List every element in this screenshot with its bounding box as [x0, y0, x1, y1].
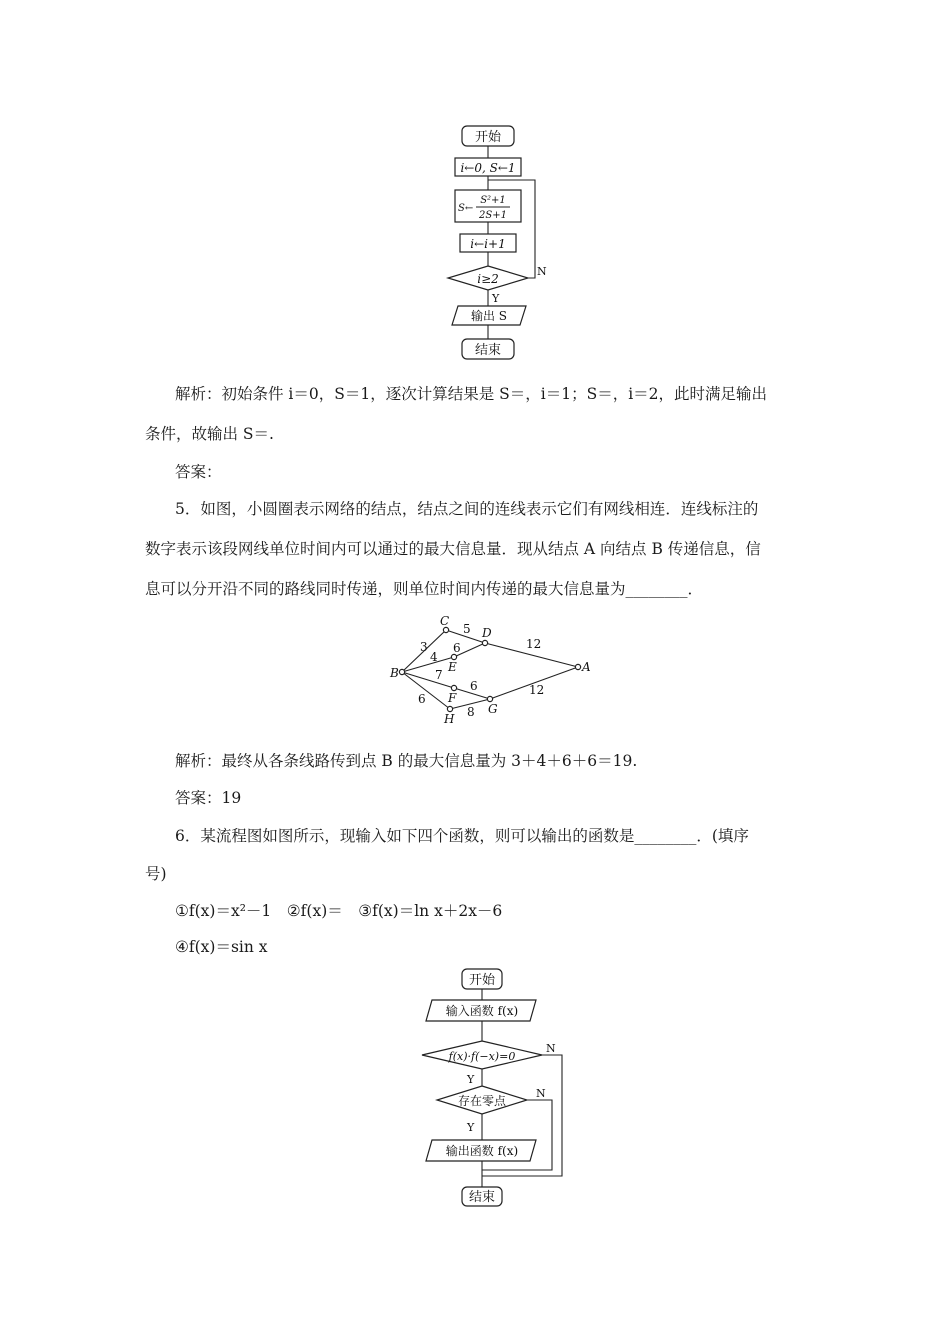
q4-analysis-line1: 解析：初始条件 i＝0，S＝1，逐次计算结果是 S＝，i＝1；S＝，i＝2，此时满足输出 [175, 385, 768, 403]
flowchart-2 [412, 965, 572, 1210]
node-label-d: D [482, 626, 492, 640]
q6-stem-line2: 号) [145, 865, 167, 883]
flow1-no-label: N [537, 265, 547, 278]
flow2-start-text: 开始 [468, 973, 496, 988]
q5-analysis: 解析：最终从各条线路传到点 B 的最大信息量为 3＋4＋6＋6＝19. [175, 752, 638, 770]
q5-stem-line3: 息可以分开沿不同的路线同时传递，则单位时间内传递的最大信息量为________． [145, 580, 704, 598]
node-label-a: A [582, 660, 591, 674]
flow2-no1-label: N [546, 1042, 556, 1055]
flow1-assign-numerator: S²+1 [480, 195, 506, 206]
node-label-b: B [390, 666, 399, 680]
flow2-yes2-label: Y [467, 1121, 475, 1134]
node-c [443, 627, 448, 632]
edge-bh [402, 672, 450, 709]
edge-label-bh: 6 [418, 692, 426, 706]
flow1-assign-denominator: 2S+1 [479, 210, 507, 221]
q5-answer: 答案：19 [175, 789, 242, 807]
edge-label-fg: 6 [470, 679, 478, 693]
edge-label-cd: 5 [463, 622, 471, 636]
edge-bf [402, 672, 454, 688]
edge-label-bf: 7 [435, 668, 443, 682]
node-label-c: C [440, 614, 450, 628]
node-f [451, 685, 456, 690]
flow2-end-text: 结束 [468, 1190, 496, 1205]
network-graph [390, 615, 600, 730]
flow1-end-text: 结束 [474, 343, 502, 358]
flow2-no2-label: N [536, 1087, 546, 1100]
node-label-g: G [488, 702, 498, 716]
q4-analysis-line2: 条件，故输出 S＝. [145, 425, 274, 443]
flow2-output-text: 输出函数 f(x) [445, 1144, 519, 1158]
edge-label-ga: 12 [529, 683, 545, 697]
flow2-cond2-text: 存在零点 [457, 1094, 507, 1108]
node-d [482, 640, 487, 645]
node-h [447, 706, 452, 711]
node-label-e: E [448, 660, 457, 674]
flow1-cond-text: i≥2 [477, 272, 499, 286]
edge-label-hg: 8 [467, 705, 475, 719]
node-a [575, 664, 580, 669]
node-e [451, 654, 456, 659]
flow1-output-text: 输出 S [470, 309, 508, 323]
edge-label-ed: 6 [453, 641, 461, 655]
flow2-cond1-text: f(x)·f(−x)=0 [448, 1050, 516, 1063]
node-b [399, 669, 404, 674]
flow1-incr-text: i←i+1 [470, 237, 506, 251]
q6-options-line1: ①f(x)＝x²－1 ②f(x)＝ ③f(x)＝ln x＋2x－6 [175, 902, 503, 920]
q5-stem-line2: 数字表示该段网线单位时间内可以通过的最大信息量．现从结点 A 向结点 B 传递信息，信 [145, 540, 761, 558]
node-label-f: F [448, 691, 457, 705]
q6-stem-line1: 6．某流程图如图所示，现输入如下四个函数，则可以输出的函数是________．(填序 [175, 827, 749, 845]
flow1-start-text: 开始 [474, 130, 502, 145]
flowchart-1 [440, 120, 550, 365]
node-label-h: H [444, 712, 455, 726]
edge-label-da: 12 [526, 637, 542, 651]
flow1-yes-label: Y [492, 292, 500, 305]
edge-label-bc: 3 [420, 640, 428, 654]
edge-label-be: 4 [430, 650, 438, 664]
flow2-input-text: 输入函数 f(x) [445, 1004, 519, 1018]
q4-answer: 答案： [175, 463, 222, 481]
q6-options-line2: ④f(x)＝sin x [175, 938, 268, 956]
flow2-yes1-label: Y [467, 1073, 475, 1086]
node-g [487, 696, 492, 701]
q5-stem-line1: 5．如图，小圆圈表示网络的结点，结点之间的连线表示它们有网线相连．连线标注的 [175, 500, 759, 518]
flow1-init-text: i←0, S←1 [460, 161, 516, 175]
flow1-assign-prefix: S← [458, 203, 474, 214]
